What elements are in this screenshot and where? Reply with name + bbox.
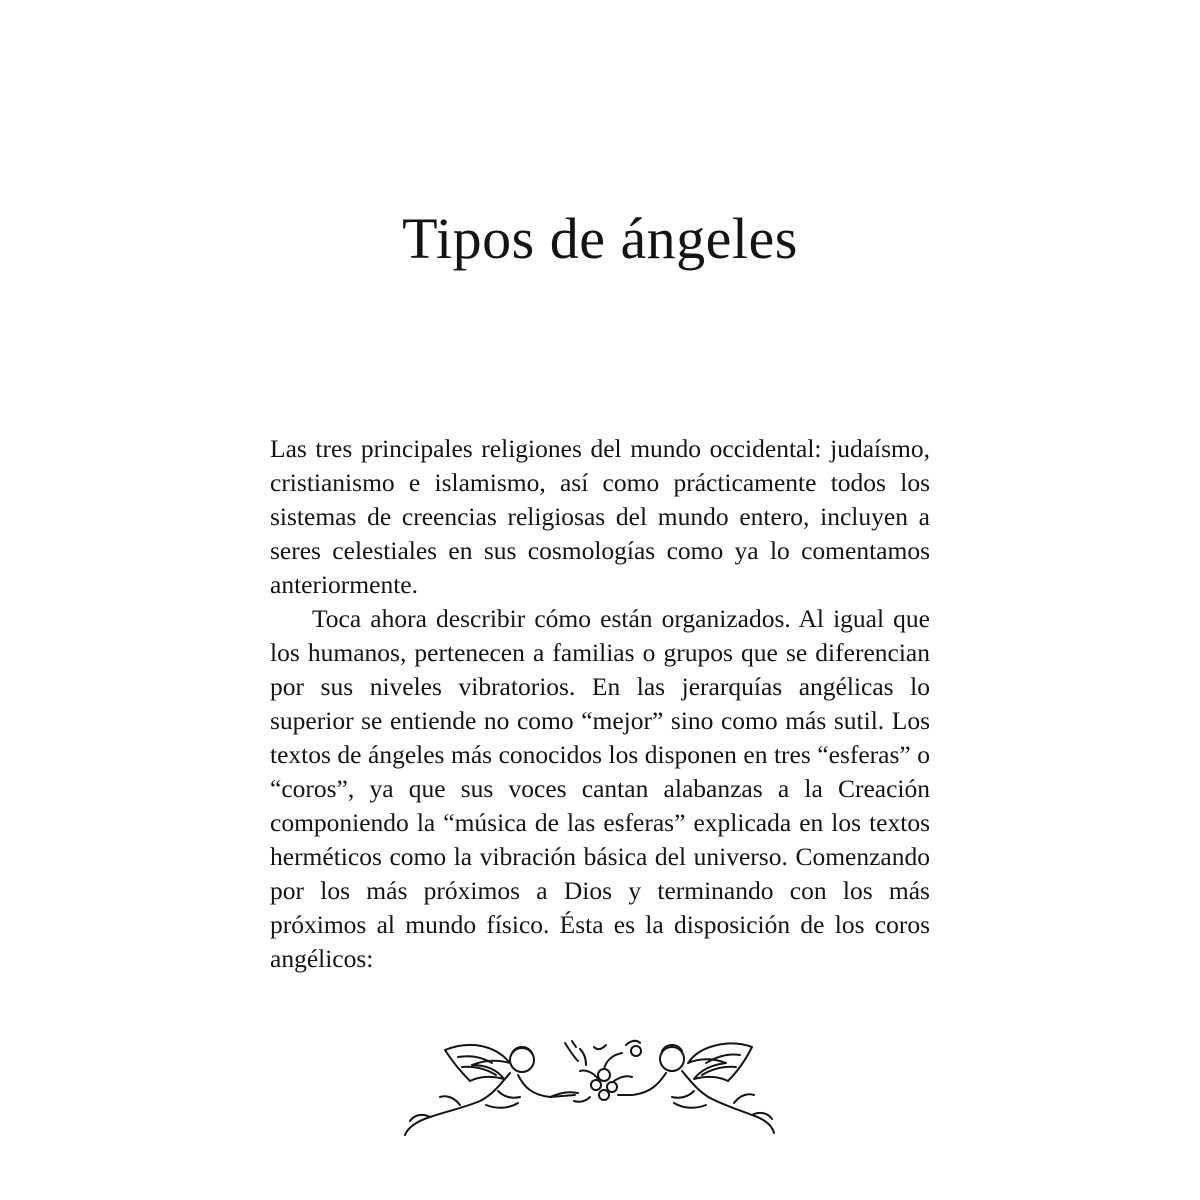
left-cherub (405, 1045, 590, 1135)
cherubs-ornament (400, 1035, 800, 1145)
right-cherub (618, 1044, 774, 1133)
chapter-title: Tipos de ángeles (402, 206, 798, 271)
paragraph-2: Toca ahora describir cómo están organizados. Al igual que los humanos, pertenecen a familias o grupos que se diferencian por sus niveles vibratorios. En las jerarquías angélicas lo superior se entiende no como “mejor” sino como más sutil. Los textos de ángeles más conocidos los disponen en tres “esferas” o “coros”, ya que sus voces cantan alabanzas a la Creación componiendo la “música de las esferas” explicada en los textos herméticos como la vibración básica del universo. Comenzando por los más próximos a Dios y terminando con los más próximos al mundo físico. Ésta es la disposición de los coros angélicos: (270, 604, 930, 973)
cherubs-with-flowers-icon (400, 1035, 800, 1145)
paragraph-1: Las tres principales religiones del mundo occidental: judaísmo, cristianismo e islamismo, así como prácticamente todos los sistemas de creencias religiosas del mundo entero, incluyen a seres celestiales en sus cosmologías como ya lo comentamos anteriormente. (270, 434, 930, 599)
body-text (270, 432, 930, 976)
flower-bouquet (565, 1041, 641, 1100)
